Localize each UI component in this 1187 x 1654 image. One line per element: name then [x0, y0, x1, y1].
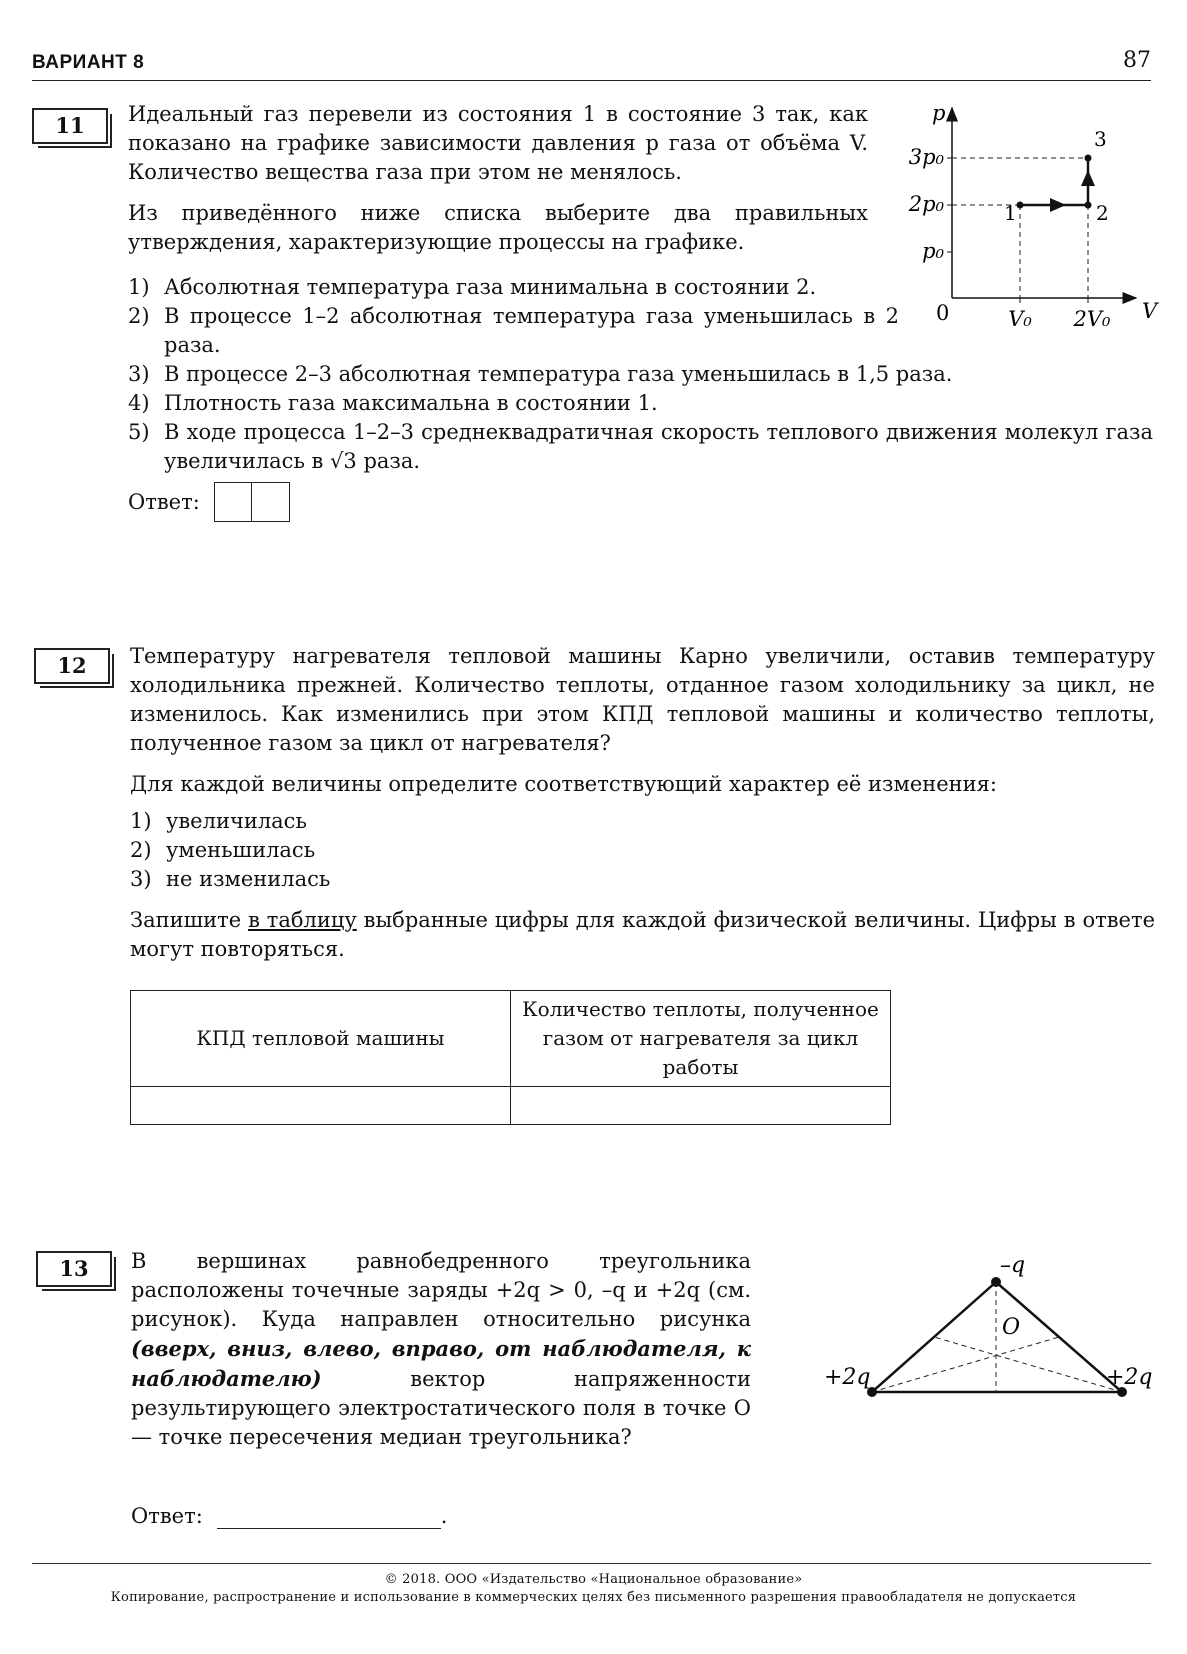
variant-title: ВАРИАНТ 8 — [32, 52, 145, 73]
q12-header-heat: Количество теплоты, полученное газом от нагревателя за цикл работы — [511, 991, 891, 1087]
q12-instruction: Запишите в таблицу выбранные цифры для каждой физической величины. Цифры в ответе могут повторяться. — [130, 908, 1156, 961]
tick-3p0: 3p₀ — [908, 145, 944, 169]
question-number-12: 12 — [34, 648, 110, 684]
label-left-charge: +2q — [824, 1365, 871, 1390]
question-number-11: 11 — [32, 108, 108, 144]
q13-answer-row: Ответ: . — [131, 1503, 448, 1528]
triangle — [872, 1282, 1122, 1392]
q12-instruction-emph: в таблицу — [248, 908, 357, 932]
x-axis-label: V — [1142, 299, 1158, 323]
state-label-1: 1 — [1004, 201, 1017, 225]
tick-v0: V₀ — [1008, 307, 1032, 331]
state-label-3: 3 — [1094, 127, 1107, 151]
q12-option-2: 2) уменьшилась — [130, 838, 316, 862]
q12-header-efficiency: КПД тепловой машины — [131, 991, 511, 1087]
q11-option-4: 4) Плотность газа максимальна в состоянии 1. — [128, 391, 658, 415]
q13-triangle-figure — [810, 1240, 1170, 1410]
arrow-1-2 — [1050, 198, 1066, 212]
tick-p0: p₀ — [922, 239, 944, 263]
median-left — [872, 1337, 1059, 1392]
q11-answer-cell-2[interactable] — [252, 482, 290, 522]
state-point-3 — [1085, 155, 1092, 162]
q12-text-block — [130, 642, 1155, 964]
q11-option-3: 3) В процессе 2–3 абсолютная температура газа уменьшилась в 1,5 раза. — [128, 362, 953, 386]
footer-divider — [32, 1563, 1151, 1564]
q13-answer-field[interactable] — [217, 1502, 441, 1529]
q13-direction-options: (вверх, вниз, влево, вправо, от наблюдателя, к наблюдателю) — [131, 1336, 751, 1391]
state-label-2: 2 — [1096, 201, 1109, 225]
charge-top — [991, 1277, 1001, 1287]
q12-answer-cell-1[interactable] — [131, 1087, 511, 1125]
page-number: 87 — [1123, 48, 1151, 73]
label-top-charge: –q — [1000, 1253, 1026, 1278]
q11-options — [128, 273, 1153, 476]
q13-answer-label: Ответ: — [131, 1503, 203, 1528]
header-divider — [32, 80, 1151, 81]
q12-answer-table — [130, 990, 891, 1125]
q11-answer-row — [128, 482, 290, 522]
q12-options — [130, 807, 1155, 894]
median-right — [934, 1337, 1122, 1392]
label-center-o: O — [1002, 1315, 1021, 1340]
q11-option-2: 2) В процессе 1–2 абсолютная температура газа уменьшилась в 2 раза. — [128, 304, 899, 357]
q12-option-3: 3) не изменилась — [130, 867, 331, 891]
footer-notice: Копирование, распространение и использование в коммерческих целях без письменного разрешения правообладателя не допускается — [110, 1590, 1077, 1605]
q12-intro: Температуру нагревателя тепловой машины Карно увеличили, оставив температуру холодильника прежней. Количество теплоты, отданное газом холодильнику за цикл, не изменилось. Как изменились при этом КПД тепловой машины и количество теплоты, полученное газом за цикл от нагревателя? — [130, 644, 1155, 755]
q13-text: В вершинах равнобедренного треугольника расположены точечные заряды +2q > 0, –q и +2q (см. рисунок). Куда направлен относительно рисунка (вверх, вниз, влево, вправо, от наблюдателя, к наблюдателю) вектор напряженности результирующего электростатического поля в точке O — точке пересечения медиан треугольника? — [131, 1249, 751, 1449]
q11-answer-label: Ответ: — [128, 490, 200, 514]
q12-option-1: 1) увеличилась — [130, 809, 307, 833]
q11-intro-block — [128, 100, 868, 257]
q11-task: Из приведённого ниже списка выберите два правильных утверждения, характеризующие процессы на графике. — [128, 201, 868, 254]
origin-label: 0 — [936, 301, 950, 325]
q11-intro: Идеальный газ перевели из состояния 1 в состояние 3 так, как показано на графике зависимости давления p газа от объёма V. Количество вещества газа при этом не менялось. — [128, 102, 868, 184]
q11-option-1: 1) Абсолютная температура газа минимальна в состоянии 2. — [128, 275, 817, 299]
q12-task: Для каждой величины определите соответствующий характер её изменения: — [130, 772, 997, 796]
tick-2v0: 2V₀ — [1073, 307, 1111, 331]
label-right-charge: +2q — [1106, 1365, 1153, 1390]
state-point-1 — [1017, 202, 1024, 209]
question-number-13: 13 — [36, 1251, 112, 1287]
y-axis-label: p — [932, 101, 946, 125]
footer-copyright: © 2018. ООО «Издательство «Национальное образование» — [384, 1572, 803, 1587]
q12-answer-cell-2[interactable] — [511, 1087, 891, 1125]
q11-option-5: 5) В ходе процесса 1–2–3 среднеквадратичная скорость теплового движения молекул газа увеличилась в √3 раза. — [128, 420, 1153, 473]
q11-answer-cell-1[interactable] — [214, 482, 252, 522]
state-point-2 — [1085, 202, 1092, 209]
tick-2p0: 2p₀ — [908, 192, 944, 216]
arrow-2-3 — [1081, 170, 1095, 186]
